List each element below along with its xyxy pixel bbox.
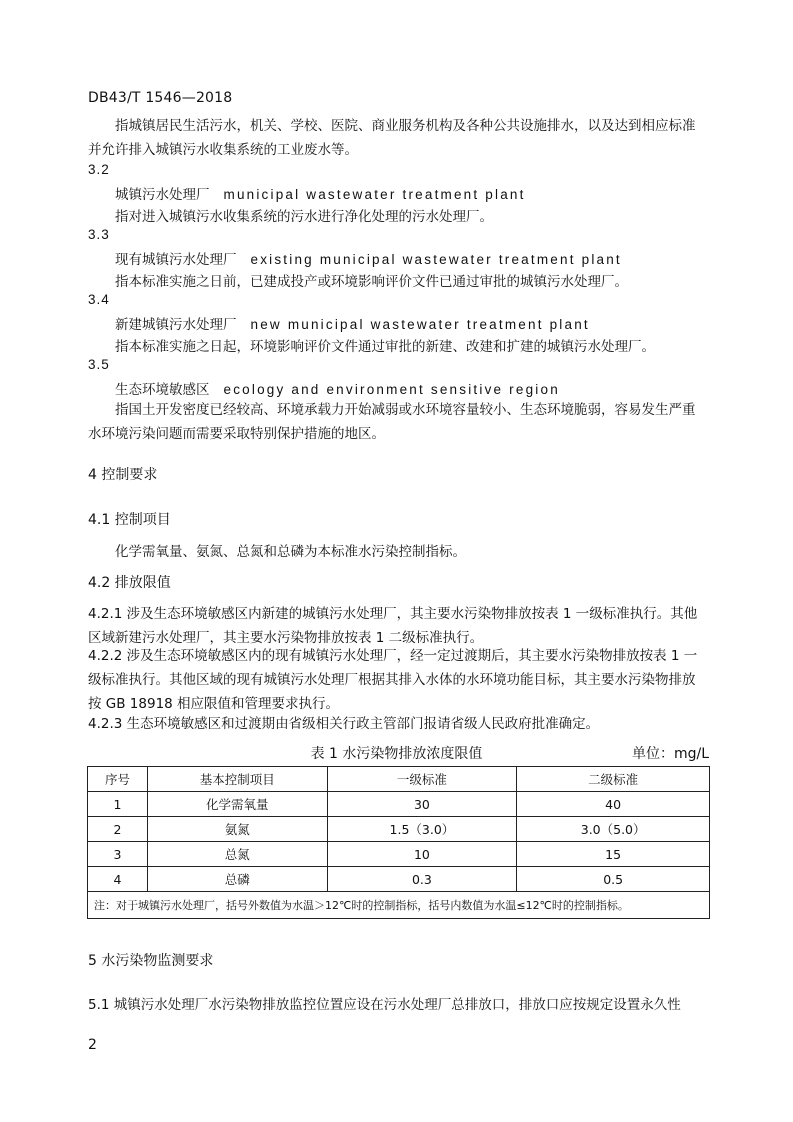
term-en: municipal wastewater treatment plant bbox=[223, 187, 526, 202]
definition-3-4-text: 指本标准实施之日起，环境影响评价文件通过审批的新建、改建和扩建的城镇污水处理厂。 bbox=[115, 339, 655, 355]
table-cell: 0.5 bbox=[517, 867, 710, 892]
section-4-2-title: 4.2 排放限值 bbox=[88, 575, 171, 591]
clause-4-2-3: 4.2.3 生态环境敏感区和过渡期由省级相关行政主管部门报请省级人民政府批准确定。 bbox=[88, 716, 600, 732]
table-cell: 15 bbox=[517, 842, 710, 867]
definition-3-1-text: 指城镇居民生活污水，机关、学校、医院、商业服务机构及各种公共设施排水，以及达到相应标准并允许排入城镇污水收集系统的工业废水等。 bbox=[88, 118, 696, 158]
emission-limits-table bbox=[87, 766, 710, 919]
clause-4-2-1: 4.2.1 涉及生态环境敏感区内新建的城镇污水处理厂，其主要水污染物排放按表 1 一级标准执行。其他区域新建污水处理厂，其主要水污染物排放按表 1 二级标准执行。 bbox=[88, 606, 698, 646]
term-3-4 bbox=[115, 313, 590, 333]
table-cell: 40 bbox=[517, 792, 710, 817]
table-cell: 化学需氧量 bbox=[147, 792, 327, 817]
table-row bbox=[88, 817, 710, 842]
section-5-title: 5 水污染物监测要求 bbox=[88, 953, 214, 969]
term-cn: 现有城镇污水处理厂 bbox=[115, 252, 237, 268]
table-caption: 表 1 水污染物排放浓度限值 bbox=[310, 746, 483, 762]
table-cell: 3 bbox=[88, 842, 148, 867]
table-note: 注：对于城镇污水处理厂，括号外数值为水温＞12℃时的控制指标，括号内数值为水温≤12℃时的控制指标。 bbox=[88, 892, 710, 919]
table-header: 二级标准 bbox=[517, 767, 710, 792]
clause-5-1: 5.1 城镇污水处理厂水污染物排放监控位置应设在污水处理厂总排放口，排放口应按规定设置永久性 bbox=[88, 997, 681, 1013]
page-number: 2 bbox=[88, 1037, 97, 1053]
term-en: new municipal wastewater treatment plant bbox=[250, 317, 590, 332]
term-cn: 新建城镇污水处理厂 bbox=[115, 317, 237, 333]
clause-number-3-4: 3.4 bbox=[88, 292, 110, 307]
section-4-1-title: 4.1 控制项目 bbox=[88, 512, 171, 528]
table-cell: 总氮 bbox=[147, 842, 327, 867]
table-cell: 0.3 bbox=[327, 867, 517, 892]
table-header: 一级标准 bbox=[327, 767, 517, 792]
section-4-1-text: 化学需氧量、氨氮、总氮和总磷为本标准水污染控制指标。 bbox=[115, 544, 466, 560]
term-en: ecology and environment sensitive region bbox=[223, 382, 560, 397]
clause-number-3-5: 3.5 bbox=[88, 357, 110, 372]
table-cell: 2 bbox=[88, 817, 148, 842]
table-row bbox=[88, 842, 710, 867]
term-3-3 bbox=[115, 248, 622, 268]
definition-3-5-text: 指国土开发密度已经较高、环境承载力开始减弱或水环境容量较小、生态环境脆弱，容易发生严重水环境污染问题而需要采取特别保护措施的地区。 bbox=[88, 402, 696, 442]
term-cn: 城镇污水处理厂 bbox=[115, 187, 210, 203]
table-cell: 1 bbox=[88, 792, 148, 817]
table-note-row bbox=[88, 892, 710, 919]
term-3-2 bbox=[115, 183, 526, 203]
table-cell: 10 bbox=[327, 842, 517, 867]
table-header-row bbox=[88, 767, 710, 792]
table-cell: 3.0（5.0） bbox=[517, 817, 710, 842]
table-cell: 30 bbox=[327, 792, 517, 817]
clause-number-3-2: 3.2 bbox=[88, 162, 110, 177]
term-cn: 生态环境敏感区 bbox=[115, 382, 210, 398]
clause-4-2-2: 4.2.2 涉及生态环境敏感区内的现有城镇污水处理厂，经一定过渡期后，其主要水污染物排放按表 1 一级标准执行。其他区域的现有城镇污水处理厂根据其排入水体的水环境功能目标，其主要水污染物排放按 GB 18918 相应限值和管理要求执行。 bbox=[88, 648, 698, 712]
clause-number-3-3: 3.3 bbox=[88, 227, 110, 242]
table-header: 基本控制项目 bbox=[147, 767, 327, 792]
table-cell: 氨氮 bbox=[147, 817, 327, 842]
document-code: DB43/T 1546—2018 bbox=[88, 90, 233, 106]
table-header: 序号 bbox=[88, 767, 148, 792]
term-en: existing municipal wastewater treatment plant bbox=[250, 252, 622, 267]
table-cell: 4 bbox=[88, 867, 148, 892]
section-4-title: 4 控制要求 bbox=[88, 467, 158, 483]
term-3-5 bbox=[115, 378, 560, 398]
table-unit: 单位：mg/L bbox=[631, 746, 709, 762]
table-cell: 总磷 bbox=[147, 867, 327, 892]
table-row bbox=[88, 867, 710, 892]
table-row bbox=[88, 792, 710, 817]
definition-3-2-text: 指对进入城镇污水收集系统的污水进行净化处理的污水处理厂。 bbox=[115, 209, 493, 225]
table-cell: 1.5（3.0） bbox=[327, 817, 517, 842]
definition-3-3-text: 指本标准实施之日前，已建成投产或环境影响评价文件已通过审批的城镇污水处理厂。 bbox=[115, 274, 628, 290]
